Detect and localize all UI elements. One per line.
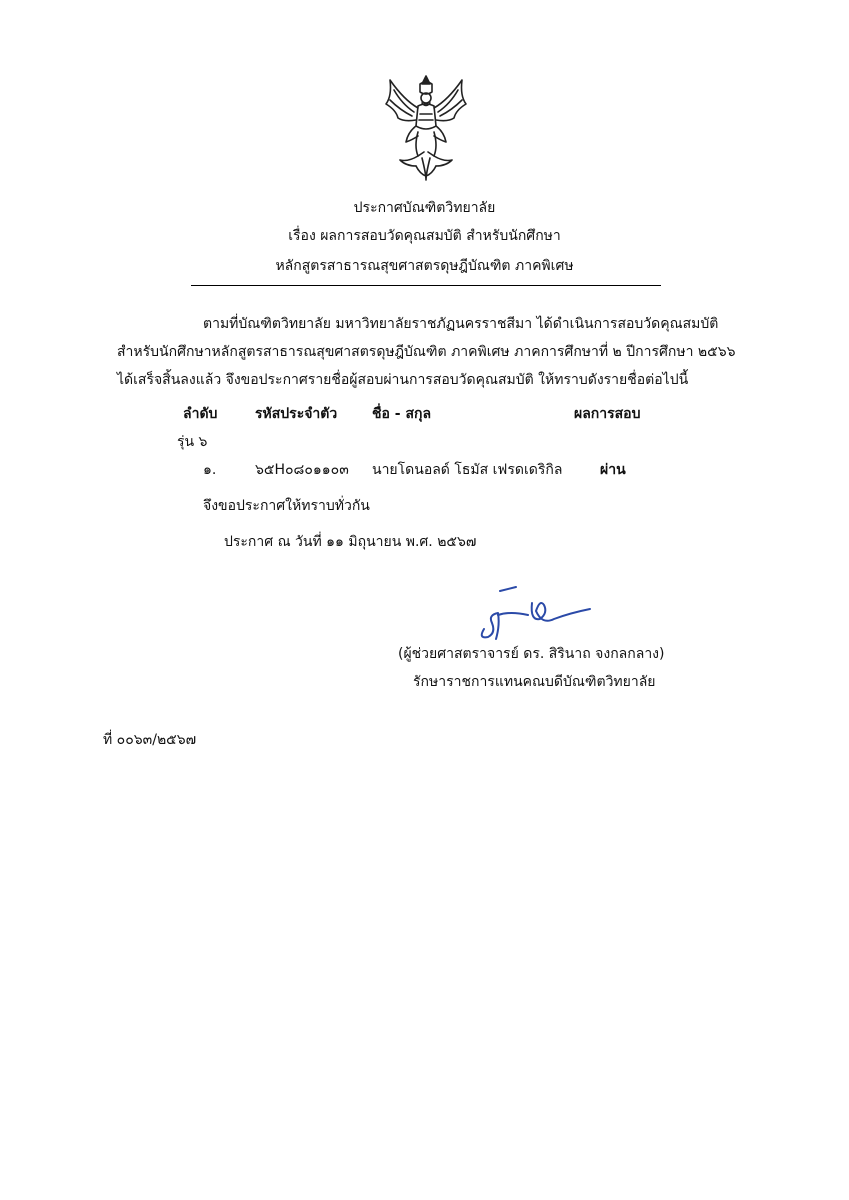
header-order: ลำดับ [183,406,218,422]
header-student-id: รหัสประจำตัว [255,406,338,422]
signatory-name: (ผู้ช่วยศาสตราจารย์ ดร. สิรินาถ จงกลกลาง) [398,646,665,662]
announcement-date: ประกาศ ณ วันที่ ๑๑ มิถุนายน พ.ศ. ๒๕๖๗ [224,534,477,550]
program-line: หลักสูตรสาธารณสุขศาสตรดุษฎีบัณฑิต ภาคพิเศษ [275,258,574,274]
subject-line: เรื่อง ผลการสอบวัดคุณสมบัติ สำหรับนักศึกษา [288,228,561,244]
paragraph-line-2: สำหรับนักศึกษาหลักสูตรสาธารณสุขศาสตรดุษฎีบัณฑิต ภาคพิเศษ ภาคการศึกษาที่ ๒ ปีการศึกษา ๒๕๖๖ [117,344,736,360]
garuda-emblem [378,70,474,182]
header-name: ชื่อ - สกุล [372,406,432,422]
issuer-title: ประกาศบัณฑิตวิทยาลัย [353,200,496,216]
paragraph-line-3: ได้เสร็จสิ้นลงแล้ว จึงขอประกาศรายชื่อผู้สอบผ่านการสอบวัดคุณสมบัติ ให้ทราบดังรายชื่อต่อไปนี้ [117,372,689,388]
group-label: รุ่น ๖ [177,434,208,450]
closing-notice: จึงขอประกาศให้ทราบทั่วกัน [203,498,370,514]
header-result: ผลการสอบ [574,406,641,422]
paragraph-line-1: ตามที่บัณฑิตวิทยาลัย มหาวิทยาลัยราชภัฏนครราชสีมา ได้ดำเนินการสอบวัดคุณสมบัติ [203,316,719,332]
document-reference: ที่ ๐๐๖๓/๒๕๖๗ [103,732,197,748]
signatory-position: รักษาราชการแทนคณบดีบัณฑิตวิทยาลัย [413,674,656,690]
row-student-id: ๖๕H๐๘๐๑๑๐๓ [255,462,349,478]
header-divider [191,285,661,286]
handwritten-signature [470,585,610,645]
row-name: นายโดนอลด์ โธมัส เฟรดเดริกิล [372,462,563,478]
row-order: ๑. [203,462,217,478]
row-result: ผ่าน [600,462,626,478]
